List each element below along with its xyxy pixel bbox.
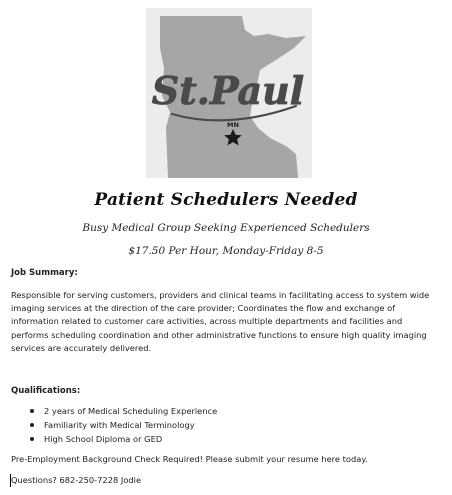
bullet-icon <box>30 437 34 441</box>
pay-rate: $17.50 Per Hour, Monday-Friday 8-5 <box>128 245 324 257</box>
qualification-text: 2 years of Medical Scheduling Experience <box>44 406 218 416</box>
background-check-notice: Pre-Employment Background Check Required! Please submit your resume here today. <box>11 454 368 464</box>
contact-line[interactable]: Questions? 682-250-7228 Jodie <box>11 475 142 485</box>
minnesota-map-star-icon <box>146 8 312 178</box>
qualifications-heading: Qualifications: <box>11 386 81 396</box>
subtitle: Busy Medical Group Seeking Experienced Schedulers <box>82 222 370 234</box>
bullet-icon <box>30 423 34 427</box>
qualification-text: High School Diploma or GED <box>44 434 163 444</box>
bullet-icon <box>30 409 34 413</box>
logo-state-abbr: MN <box>227 121 239 129</box>
logo-wordmark: St.Paul <box>151 68 305 113</box>
job-summary-heading: Job Summary: <box>11 268 78 278</box>
st-paul-logo <box>146 8 312 178</box>
page-title: Patient Schedulers Needed <box>94 190 358 210</box>
job-summary-text: Responsible for serving customers, providers and clinical teams in facilitating access to system wide imaging services at the direction of the care provider; Coordinates the flow and exchange of information related to customer care activities, across multiple departments and facilities and performs scheduling coordination and other administrative functions to ensure high quality imaging services are accurately delivered. <box>11 290 430 353</box>
qualification-text: Familiarity with Medical Terminology <box>44 420 195 430</box>
